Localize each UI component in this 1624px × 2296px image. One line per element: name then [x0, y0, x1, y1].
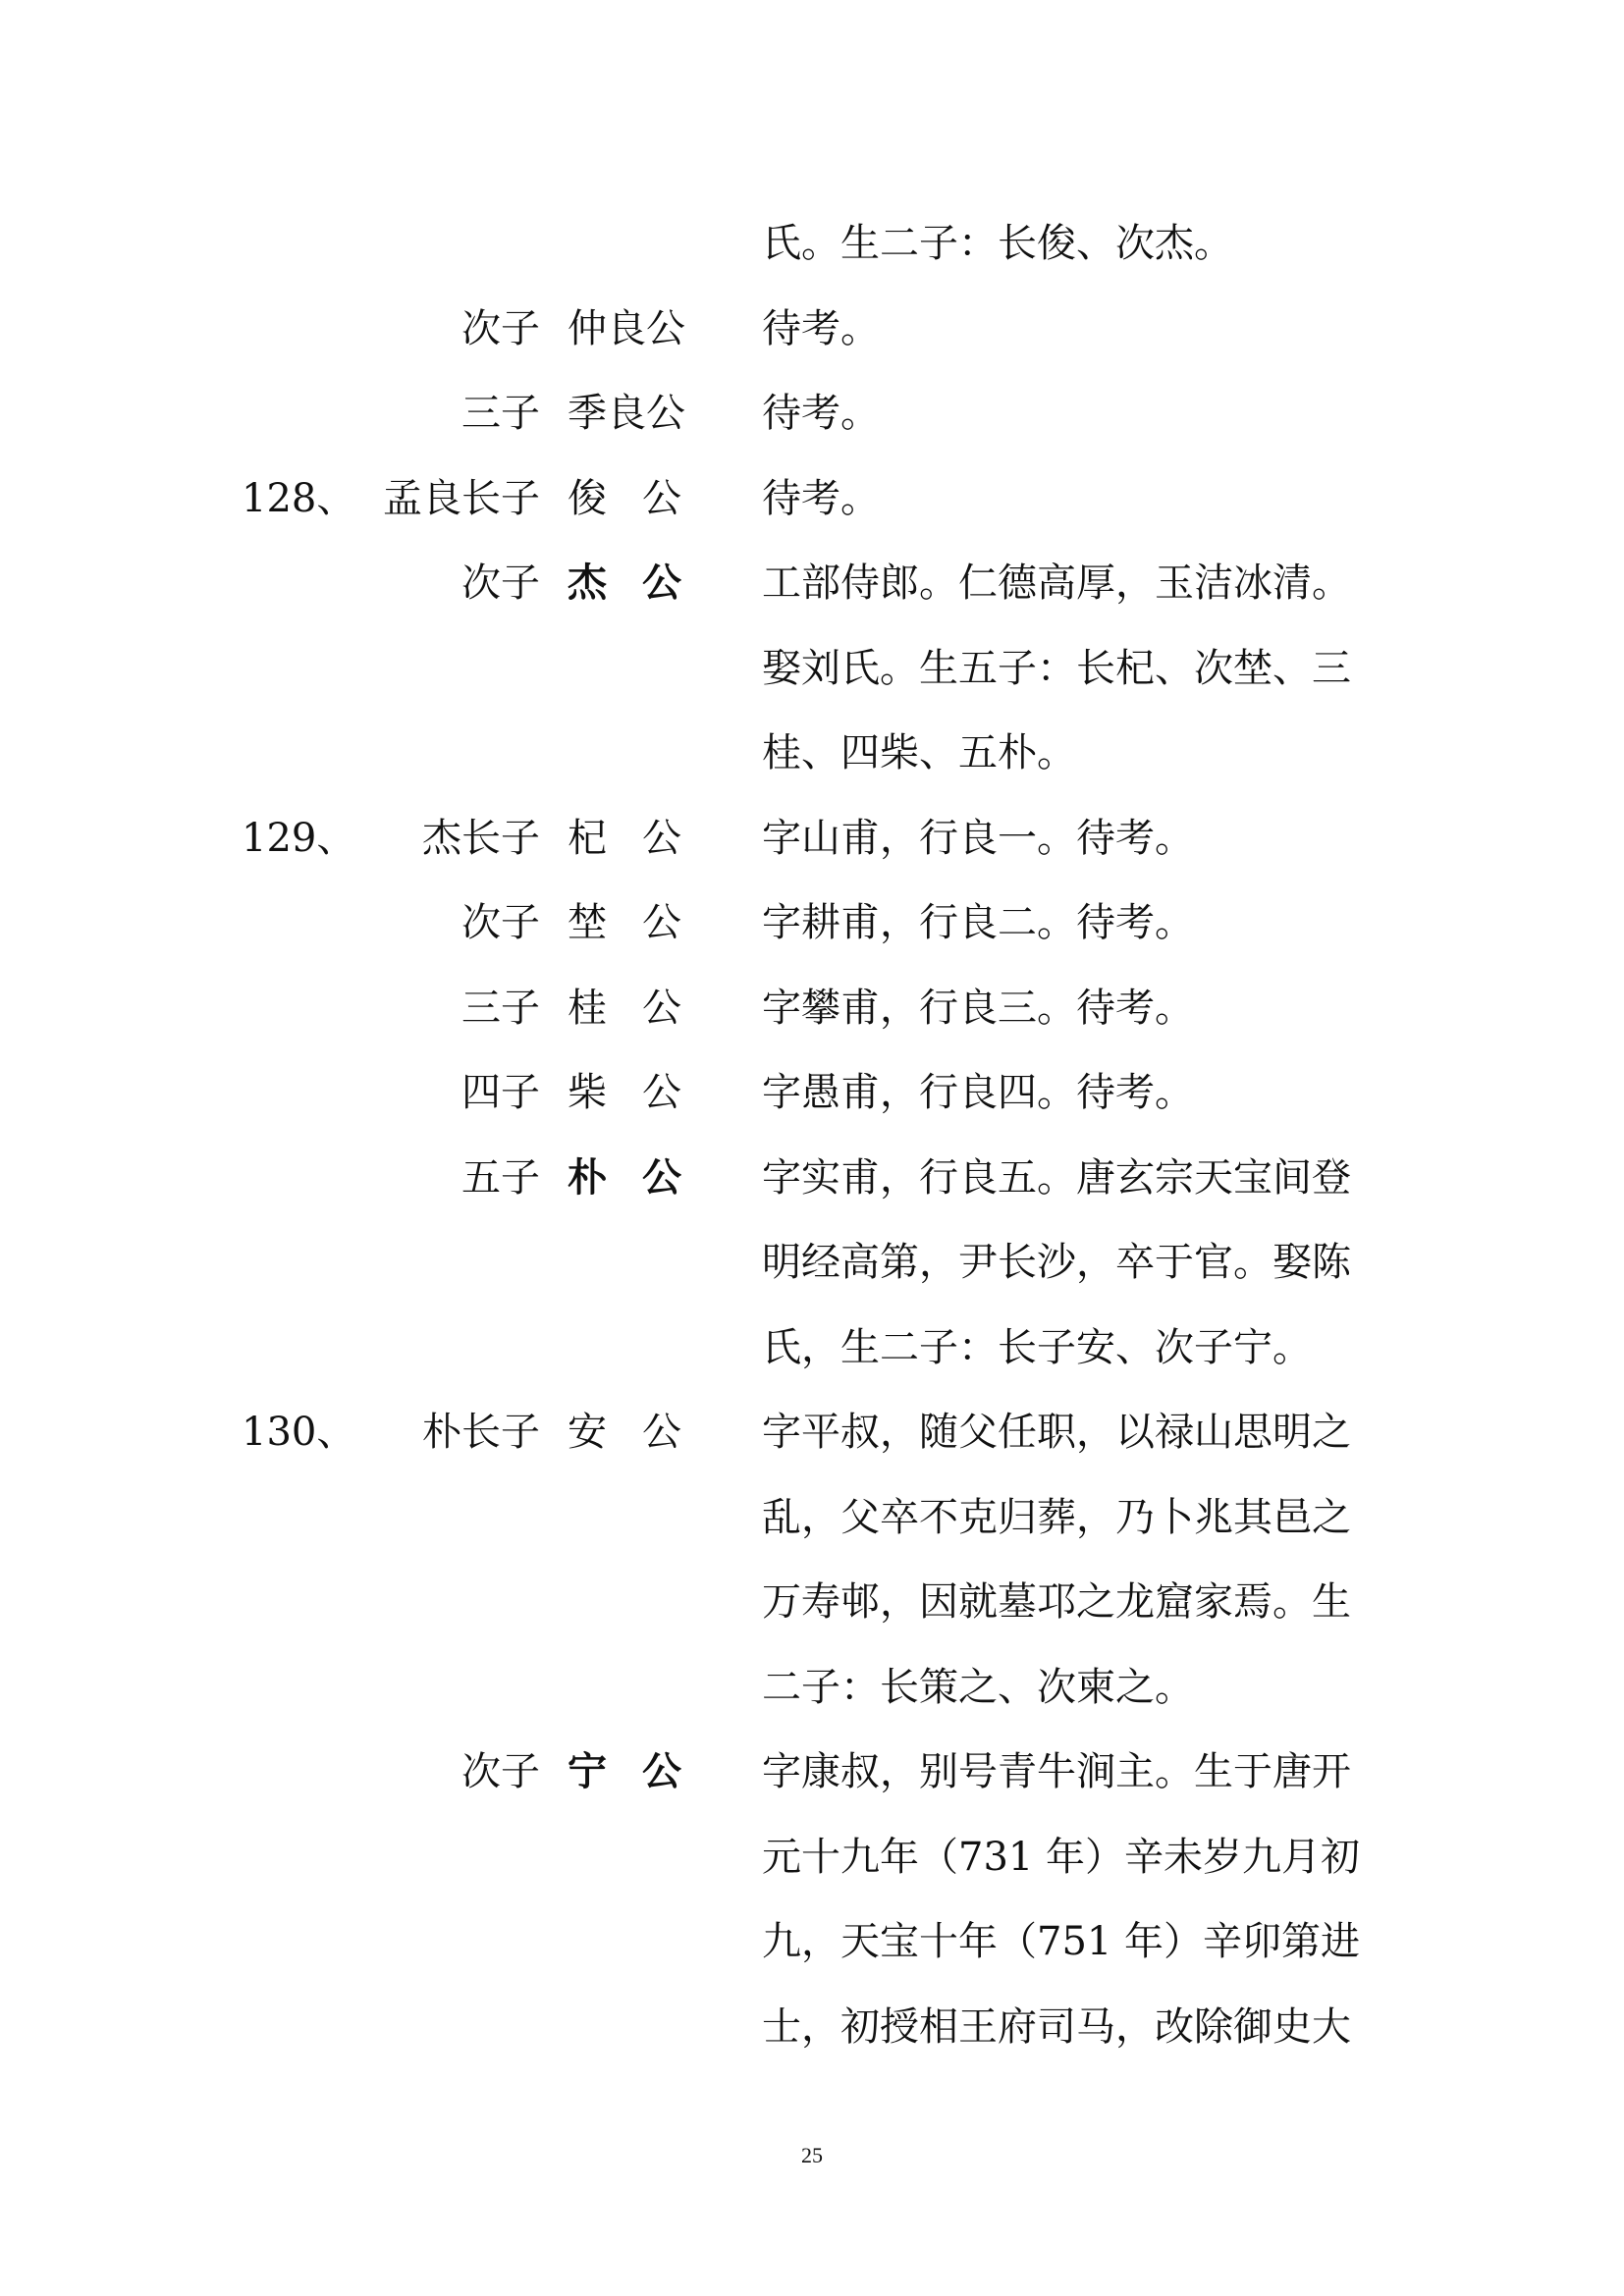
genealogy-row	[0, 1985, 1624, 2069]
relation-label: 四子	[461, 1070, 540, 1115]
person-name: 仲良公	[568, 306, 685, 351]
genealogy-row	[0, 711, 1624, 795]
person-description: 工部侍郎。仁德高厚，玉洁冰清。	[762, 561, 1351, 606]
genealogy-row	[0, 201, 1624, 286]
genealogy-row	[0, 881, 1624, 965]
person-description: 字耕甫，行良二。待考。	[762, 900, 1194, 945]
relation-label: 次子	[461, 306, 540, 351]
genealogy-row	[0, 371, 1624, 455]
relation-label: 五子	[461, 1155, 540, 1201]
relation-label: 次子	[461, 1749, 540, 1794]
person-description: 待考。	[762, 476, 880, 521]
genealogy-row	[0, 626, 1624, 711]
person-description: 字平叔，随父任职，以禄山思明之	[762, 1410, 1351, 1455]
person-description: 元十九年（731 年）辛未岁九月初	[762, 1835, 1361, 1880]
person-description: 字山甫，行良一。待考。	[762, 816, 1194, 861]
genealogy-row	[0, 966, 1624, 1050]
genealogy-row	[0, 287, 1624, 371]
relation-label: 朴长子	[422, 1410, 540, 1455]
genealogy-row	[0, 1730, 1624, 1814]
entry-number: 130、	[242, 1410, 356, 1455]
person-description: 九，天宝十年（751 年）辛卯第进	[762, 1919, 1361, 1964]
genealogy-row	[0, 456, 1624, 541]
person-description: 字康叔，别号青牛涧主。生于唐开	[762, 1749, 1351, 1794]
genealogy-row	[0, 1815, 1624, 1899]
person-name: 朴公	[568, 1155, 717, 1201]
genealogy-row	[0, 1390, 1624, 1474]
person-name: 埜公	[568, 900, 717, 945]
genealogy-row	[0, 796, 1624, 881]
genealogy-row	[0, 1899, 1624, 1984]
person-name: 俊公	[568, 476, 717, 521]
person-description: 万寿邨，因就墓邛之龙窟家焉。生	[762, 1579, 1351, 1625]
person-description: 待考。	[762, 306, 880, 351]
genealogy-row	[0, 1050, 1624, 1135]
person-name: 柴公	[568, 1070, 717, 1115]
person-description: 乱，父卒不克归葬，乃卜兆其邑之	[762, 1495, 1351, 1540]
relation-label: 三子	[461, 391, 540, 436]
person-description: 明经高第，尹长沙，卒于官。娶陈	[762, 1240, 1351, 1285]
genealogy-row	[0, 1475, 1624, 1560]
person-name: 杞公	[568, 816, 717, 861]
relation-label: 三子	[461, 986, 540, 1031]
person-description: 字实甫，行良五。唐玄宗天宝间登	[762, 1155, 1351, 1201]
person-description: 氏。生二子：长俊、次杰。	[762, 221, 1233, 266]
genealogy-row	[0, 1220, 1624, 1305]
page-number: 25	[801, 2143, 823, 2167]
relation-label: 次子	[461, 561, 540, 606]
entry-number: 128、	[242, 476, 356, 521]
person-description: 桂、四柴、五朴。	[762, 730, 1076, 775]
person-name: 桂公	[568, 986, 717, 1031]
genealogy-row	[0, 1645, 1624, 1730]
genealogy-row	[0, 541, 1624, 625]
relation-label: 次子	[461, 900, 540, 945]
relation-label: 杰长子	[422, 816, 540, 861]
person-description: 字攀甫，行良三。待考。	[762, 986, 1194, 1031]
person-description: 氏，生二子：长子安、次子宁。	[762, 1325, 1312, 1370]
person-name: 安公	[568, 1410, 717, 1455]
person-name: 杰公	[568, 561, 717, 606]
genealogy-row	[0, 1136, 1624, 1220]
person-name: 宁公	[568, 1749, 717, 1794]
genealogy-row	[0, 1306, 1624, 1390]
entry-number: 129、	[242, 816, 356, 861]
person-description: 二子：长策之、次柬之。	[762, 1665, 1194, 1710]
person-description: 待考。	[762, 391, 880, 436]
genealogy-row	[0, 1560, 1624, 1644]
person-name: 季良公	[568, 391, 685, 436]
person-description: 娶刘氏。生五子：长杞、次埜、三	[762, 646, 1351, 691]
person-description: 士，初授相王府司马，改除御史大	[762, 2004, 1351, 2050]
person-description: 字愚甫，行良四。待考。	[762, 1070, 1194, 1115]
relation-label: 孟良长子	[383, 476, 540, 521]
